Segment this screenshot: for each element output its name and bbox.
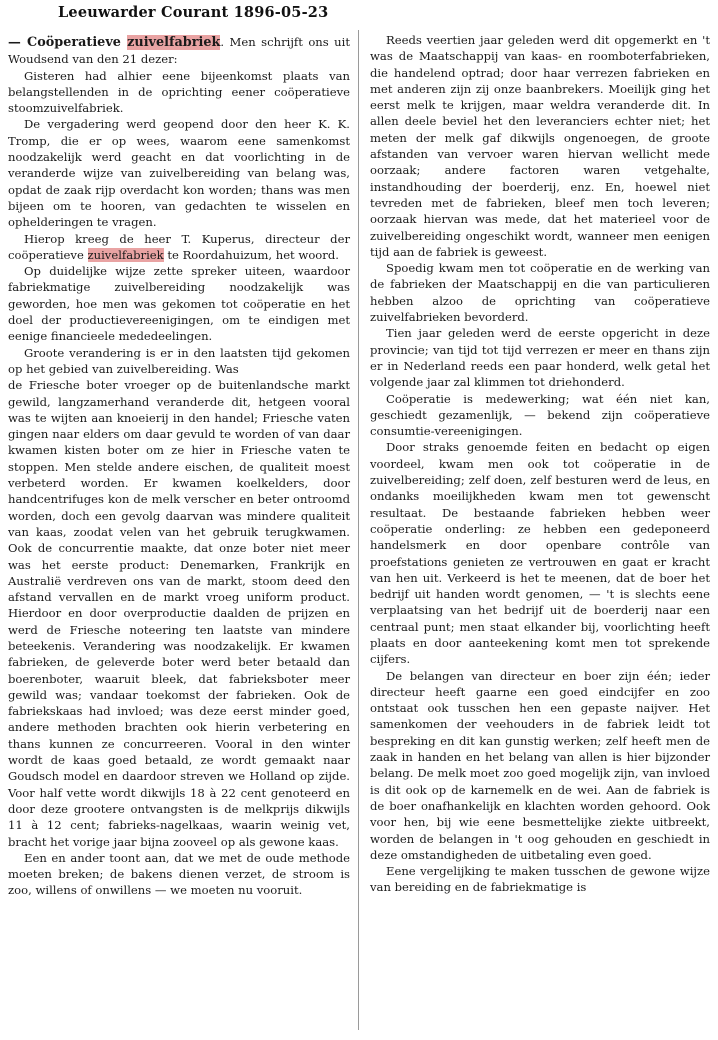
paragraph: Tien jaar geleden werd de eerste opgericht in deze provincie; van tijd tot tijd verrezen er meer en thans zijn er in Nederland reeds een paar honderd, welk getal het volgende jaar zal klimmen tot driehonderd. [370, 326, 710, 390]
left-column [8, 34, 350, 899]
paragraph: Eene vergelijking te maken tusschen de gewone wijze van bereiding en de fabriekmatige is [370, 864, 710, 895]
paragraph: Gisteren had alhier eene bijeenkomst plaats van belangstellenden in de oprichting eener coöperatieve stoomzuivelfabriek. [8, 68, 350, 116]
paragraph [8, 231, 350, 264]
article-title-prefix: — Coöperatieve [8, 35, 128, 50]
paragraph: De belangen van directeur en boer zijn één; ieder directeur heeft gaarne een goed eindcijfer en zoo ontstaat ook tusschen hen een gepaste naijver. Het samenkomen der veehouders in de fabriek leidt tot bespreking en dit kan gunstig werken; zelf heeft men de zaak in handen en het belang van allen is hier bijzonder belang. De melk moet zoo goed mogelijk zijn, van invloed is dit ook op de karnemelk en de wei. Aan de fabriek is de boer onafhankelijk en klachten worden gehoord. Ook voor hen, bij wie eene besmettelijke ziekte uitbreekt, worden de belangen in 't oog gehouden en geschiedt in deze omstandigheden de uitbetaling even goed. [370, 668, 710, 862]
paragraph-suffix: te Roordahuizum, het woord. [163, 247, 339, 262]
paragraph: de Friesche boter vroeger op de buitenlandsche markt gewild, langzamerhand veranderde dit, hetgeen vooral was te wijten aan knoeierij in den handel; Friesche vaten gingen naar elders om daar gevuld te worden of van daar kwamen kisten boter om ze hier in Friesche vaten te stoppen. Men stelde andere eischen, de qualiteit moest verbeterd worden. Er kwamen koelkelders, door handcentrifuges kon de melk verscher en beter ontroomd worden, doch een gevolg daarvan was mindere qualiteit van kaas, zoodat velen van het gebruik terugkwamen. Ook de concurrentie maakte, dat onze boter niet meer was het eerste product: Denemarken, Frankrijk en Australië verdreven ons van de markt, stoom deed den afstand vervallen en de markt vroeg uniform product. Hierdoor en door overproductie daalden de prijzen en werd de Friesche noteering ten laatste van mindere beteekenis. Verandering was noodzakelijk. Er kwamen fabrieken, de geleverde boter werd beter betaald dan boerenboter, waaruit bleek, dat fabrieksboter meer gewild was; vandaar toekomst der fabrieken. Ook de fabriekskaas had invloed; was deze eerst minder goed, andere methoden brachten ook hierin verbetering en thans kunnen ze concurreeren. Vooral in den winter wordt de kaas goed betaald, ze wordt gemaakt naar Goudsch model en daardoor streven we Holland op zijde. Voor half vette wordt dikwijls 18 à 22 cent genoteerd en door deze grootere ontvangsten is de melkprijs dikwijls 11 à 12 cent; fabrieks-nagelkaas, waarin weinig vet, bracht het vorige jaar bijna zooveel op als gewone kaas. [8, 378, 350, 849]
paragraph: Reeds veertien jaar geleden werd dit opgemerkt en 't was de Maatschappij van kaas- en roomboterfabrieken, die handelend optrad; door haar verrezen fabrieken en met anderen zijn zij onze baanbrekers. Moeilijk ging het eerst melk te krijgen, maar weldra veranderde dit. In allen deele beviel het den leveranciers echter niet; het meten der melk gaf dikwijls ongenoegen, de groote afstanden van vervoer waren hiervan wellicht mede oorzaak; andere factoren waren vetgehalte, instandhouding der boerderij, enz. En, hoewel niet tevreden met de fabrieken, bleef men toch leveren; oorzaak hiervan was mede, dat het materieel voor de zuivelbereiding ongeschikt wordt, wanneer men eenigen tijd aan de fabriek is geweest. [370, 33, 710, 259]
paragraph: Spoedig kwam men tot coöperatie en de werking van de fabrieken der Maatschappij en die van particulieren hebben alzoo de oprichting van coöperatieve zuivelfabrieken bevorderd. [370, 261, 710, 325]
paragraph: De vergadering werd geopend door den heer K. K. Tromp, die er op wees, waarom eene samenkomst noodzakelijk werd geacht en dat voorlichting in de veranderde wijze van zuivelbereiding van belang was, opdat de zaak rijp overdacht kon worden; thans was men bijeen om te hooren, van gedachten te wisselen en ophelderingen te vragen. [8, 117, 350, 230]
column-divider [358, 30, 359, 1030]
paragraph: Op duidelijke wijze zette spreker uiteen, waardoor fabriekmatige zuivelbereiding noodzakelijk was geworden, hoe men was gekomen tot coöperatie en het doel der productievereenigingen, om te eindigen met eenige financieele mededeelingen. [8, 264, 350, 344]
right-column [370, 32, 710, 896]
paragraph: Coöperatie is medewerking; wat één niet kan, geschiedt gezamenlijk, — bekend zijn coöperatieve consumtie-vereenigingen. [370, 391, 710, 439]
article-lead [8, 34, 350, 68]
masthead: Leeuwarder Courant 1896-05-23 [58, 4, 329, 21]
paragraph-prefix: Hierop kreeg de heer T. Kuperus, directeur der coöperatieve [8, 231, 350, 262]
article-title-highlight: zuivelfabriek [127, 35, 221, 50]
paragraph: Een en ander toont aan, dat we met de oude methode moeten breken; de bakens dienen verzet, de stroom is zoo, willens of onwillens — we moeten nu vooruit. [8, 850, 350, 898]
article-title-suffix: . Men schrijft ons uit Woudsend van den 21 dezer: [8, 35, 351, 67]
search-highlight: zuivelfabriek [87, 247, 164, 262]
paragraph: Groote verandering is er in den laatsten tijd gekomen op het gebied van zuivelbereiding. Was [8, 345, 350, 376]
paragraph: Door straks genoemde feiten en bedacht op eigen voordeel, kwam men ook tot coöperatie in de zuivelbereiding; zelf doen, zelf besturen werd de leus, en ondanks moeilijkheden kwam men tot gewenscht resultaat. De bestaande fabrieken hebben weer coöperatie onderling: ze hebben een gedeponeerd handelsmerk en door openbare contrôle van proefstations genieten ze vertrouwen en gaat er kracht van hen uit. Verkeerd is het te meenen, dat de boer het bedrijf uit handen wordt genomen, — 't is slechts eene verplaatsing van het bedrijf uit de boerderij naar een centraal punt; men staat elkander bij, voorlichting heeft plaats en door aanteekening komt men tot sprekende cijfers. [370, 440, 710, 667]
